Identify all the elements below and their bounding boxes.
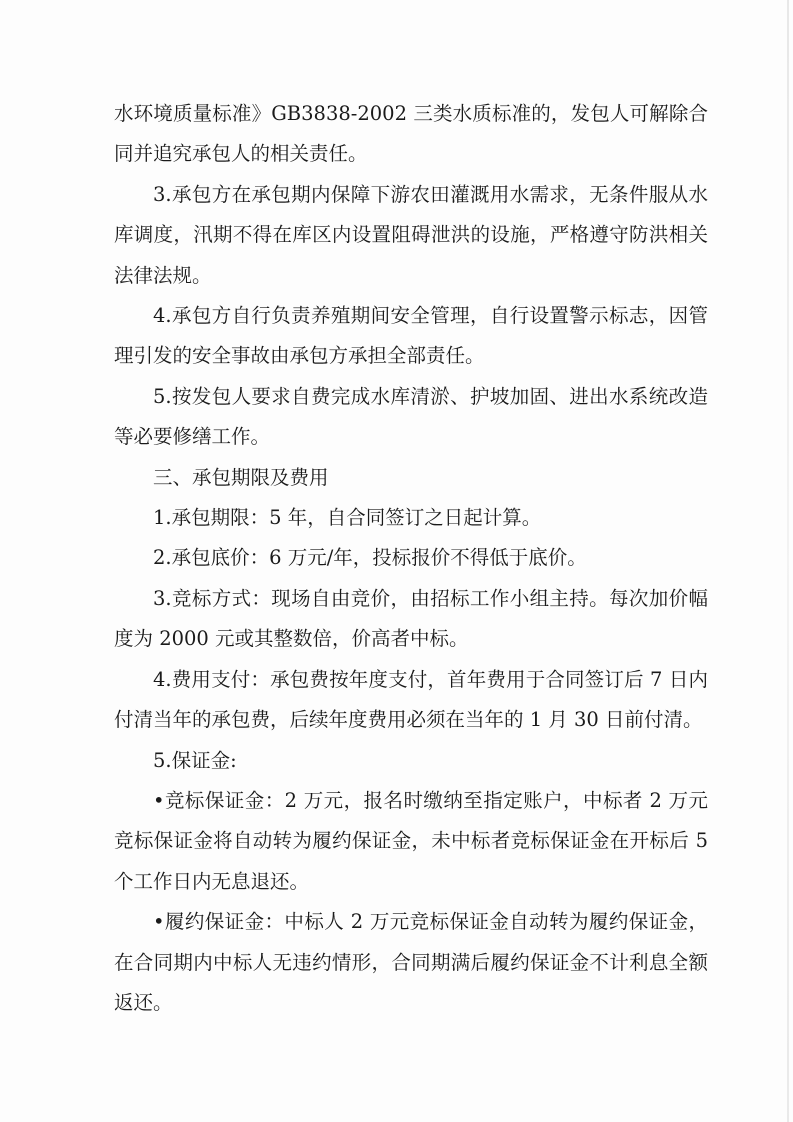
item-bidding-method: 3.竞标方式：现场自由竞价，由招标工作小组主持。每次加价幅度为 2000 元或其整数倍，价高者中标。 [114, 586, 708, 651]
paragraph-water-quality: 水环境质量标准》GB3838-2002 三类水质标准的，发包人可解除合同并追究承包人的相关责任。 [114, 102, 708, 166]
paragraph-safety: 4.承包方自行负责养殖期间安全管理，自行设置警示标志，因管理引发的安全事故由承包方承担全部责任。 [114, 304, 708, 368]
document-body [114, 94, 708, 1023]
section-heading-term-and-fees: 三、承包期限及费用 [153, 465, 329, 489]
item-deposit-title: 5.保证金: [153, 748, 237, 772]
item-base-price: 2.承包底价：6 万元/年，投标报价不得低于底价。 [153, 546, 587, 570]
item-payment: 4.费用支付：承包费按年度支付，首年费用于合同签订后 7 日内付清当年的承包费，后续年度费用必须在当年的 1 月 30 日前付清。 [114, 667, 708, 732]
item-contract-term: 1.承包期限：5 年，自合同签订之日起计算。 [153, 506, 542, 530]
paragraph-irrigation: 3.承包方在承包期内保障下游农田灌溉用水需求，无条件服从水库调度，汛期不得在库区内设置阻碍泄洪的设施，严格遵守防洪相关法律法规。 [114, 182, 708, 287]
paragraph-repair: 5.按发包人要求自费完成水库清淤、护坡加固、进出水系统改造等必要修缮工作。 [114, 384, 708, 449]
scan-edge-shadow [787, 0, 789, 1122]
item-bid-deposit: •竞标保证金：2 万元，报名时缴纳至指定账户，中标者 2 万元竞标保证金将自动转为履约保证金，未中标者竞标保证金在开标后 5 个工作日内无息退还。 [114, 788, 708, 893]
item-performance-deposit: •履约保证金：中标人 2 万元竞标保证金自动转为履约保证金，在合同期内中标人无违约情形，合同期满后履约保证金不计利息全额返还。 [114, 910, 708, 1014]
